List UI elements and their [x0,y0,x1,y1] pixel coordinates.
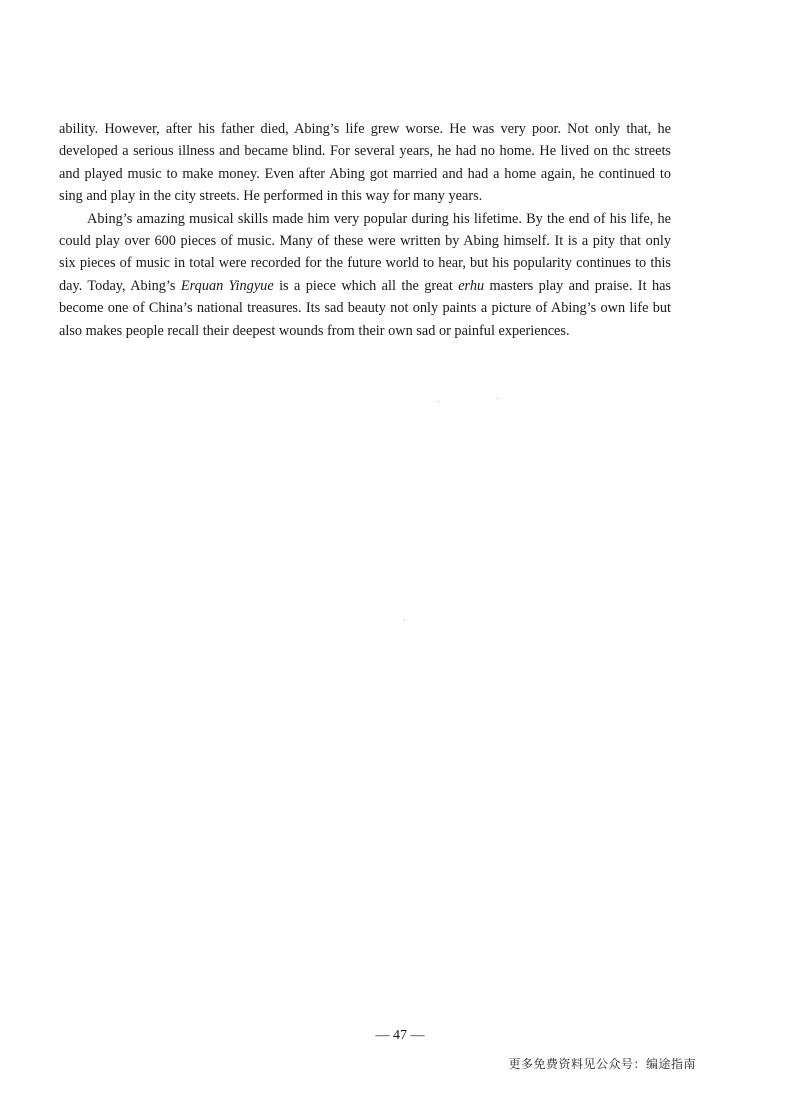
scan-speck [404,620,405,621]
scan-speck [438,401,439,402]
instrument-name: erhu [458,277,485,294]
paragraph-2 [59,208,671,342]
paragraph-2-text-middle: is a piece which all the great [273,277,459,294]
paragraph-1-text: ability. However, after his father died, Abing’s life grew worse. He was very poor. Not only that, he developed a serious illness and became blind. For several years, he had no home. He lived on thc streets and played music to make money. Even after Abing got married and had a home again, he continued to sing and play in the city streets. He performed in this way for many years. [59,121,671,205]
music-title: Erquan Yingyue [180,277,274,294]
paragraph-1 [59,118,671,208]
paragraph-2-text-end: masters play and praise. It has become one of China’s national treasures. Its sad beauty not only paints a picture of Abing’s own life but also makes people recall their deepest wounds from their own sad or painful experiences. [59,277,671,339]
scan-speck [497,398,498,399]
paragraph-2-text-start: Abing’s amazing musical skills made him very popular during his lifetime. By the end of his life, he could play over 600 pieces of music. Many of these were written by Abing himself. It is a pity that only six pieces of music in total were recorded for the future world to hear, but his popularity continues to this day. Today, Abing’s [59,210,671,294]
page-number: — 47 — [375,1028,425,1043]
footer-note: 更多免费资料见公众号：编途指南 [508,1057,696,1071]
text-body [59,118,671,342]
